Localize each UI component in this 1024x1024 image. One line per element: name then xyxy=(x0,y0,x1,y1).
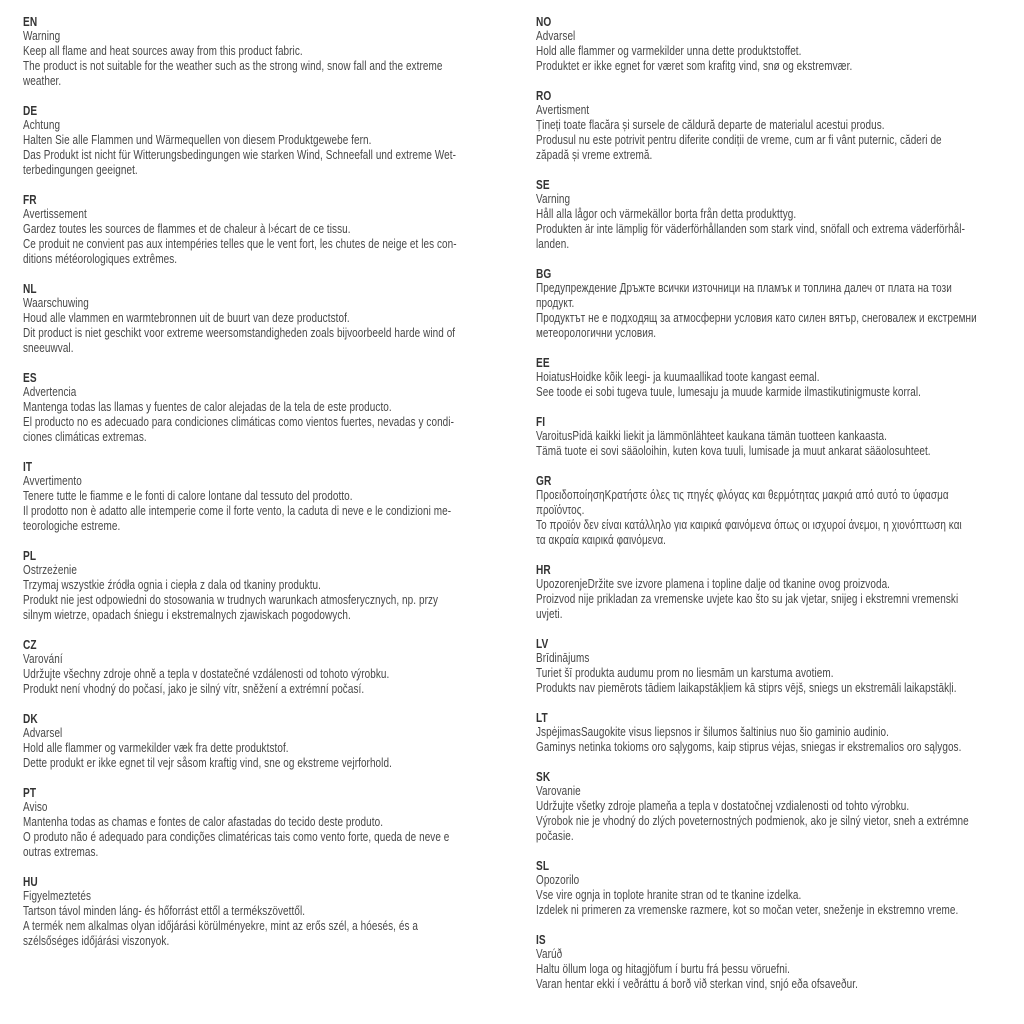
warning-text-line: Tartson távol minden láng- és hőforrást ettől a termékszövettől. xyxy=(23,904,306,918)
warning-text-line: ciones climáticas extremas. xyxy=(23,430,147,444)
warning-text-line: UpozorenjeDržite sve izvore plamena i topline dalje od tkanine ovog proizvoda. xyxy=(536,577,891,591)
language-code: EE xyxy=(536,355,550,370)
warning-text-line: El producto no es adecuado para condiciones climáticas como vientos fuertes, nevadas y condi- xyxy=(23,415,454,429)
warning-text-line: Hold alle flammer og varmekilder væk fra dette produktstof. xyxy=(23,741,289,755)
warning-text-line: Gardez toutes les sources de flammes et de chaleur à l›écart de ce tissu. xyxy=(23,222,351,236)
warning-text-line: Mantenga todas las llamas y fuentes de calor alejadas de la tela de este producto. xyxy=(23,400,392,414)
warning-text-line: Trzymaj wszystkie źródła ognia i ciepła z dala od tkaniny produktu. xyxy=(23,578,322,592)
warning-text-line: Opozorilo xyxy=(536,873,580,887)
language-code: IS xyxy=(536,932,546,947)
warning-text-line: Ce produit ne convient pas aux intempéries telles que le vent fort, les chutes de neige et les con- xyxy=(23,237,457,251)
warning-text-line: Produsul nu este potrivit pentru diferite condiții de vreme, cum ar fi vânt puternic, căderi de xyxy=(536,133,942,147)
language-code: GR xyxy=(536,473,552,488)
language-code: DE xyxy=(23,103,38,118)
language-code: ES xyxy=(23,370,37,385)
language-code: HU xyxy=(23,874,38,889)
language-section-se xyxy=(536,177,1024,252)
warning-text-line: terbedingungen geeignet. xyxy=(23,163,138,177)
warning-text-line: Tämä tuote ei sovi sääoloihin, kuten kova tuuli, lumisade ja muut ankarat sääolosuhteet. xyxy=(536,444,931,458)
warning-text-line: Keep all flame and heat sources away from this product fabric. xyxy=(23,44,303,58)
warning-text-line: Waarschuwing xyxy=(23,296,89,310)
warning-text-line: Varúð xyxy=(536,947,563,961)
language-code: SL xyxy=(536,858,550,873)
warning-text-line: Varování xyxy=(23,652,63,666)
warning-text-line: Figyelmeztetés xyxy=(23,889,92,903)
language-code: LT xyxy=(536,710,548,725)
language-section-bg xyxy=(536,266,1024,341)
warning-text-line: landen. xyxy=(536,237,570,251)
warning-column-left xyxy=(23,14,517,963)
language-section-fi xyxy=(536,414,1024,459)
warning-text-line: Το προϊόν δεν είναι κατάλληλο για καιρικά φαινόμενα όπως οι ισχυροί άνεμοι, η χιονόπτωση και xyxy=(536,518,962,532)
warning-column-right xyxy=(536,14,1024,1006)
warning-text-line: A termék nem alkalmas olyan időjárási körülményekre, mint az erős szél, a hóesés, és a xyxy=(23,919,418,933)
language-code: IT xyxy=(23,459,33,474)
warning-text-line: Varan hentar ekki í veðráttu á borð við sterkan vind, snjó eða ofsaveður. xyxy=(536,977,858,991)
warning-text-line: Izdelek ni primeren za vremenske razmere, kot so močan veter, sneženje in ekstremno vreme. xyxy=(536,903,959,917)
warning-text-line: метеорологични условия. xyxy=(536,326,657,340)
language-section-nl xyxy=(23,281,517,356)
warning-text-line: Advarsel xyxy=(536,29,576,43)
warning-text-line: Haltu öllum loga og hitagjöfum í burtu frá þessu vöruefni. xyxy=(536,962,791,976)
warning-text-line: silnym wietrze, opadach śniegu i ekstremalnych zjawiskach pogodowych. xyxy=(23,608,351,622)
language-section-dk xyxy=(23,711,517,771)
language-section-no xyxy=(536,14,1024,74)
warning-text-line: Vse vire ognja in toplote hranite stran od te tkanine izdelka. xyxy=(536,888,802,902)
warning-text-line: Предупреждение Дръжте всички източници на пламък и топлина далеч от плата на този xyxy=(536,281,952,295)
warning-text-line: Avertisment xyxy=(536,103,590,117)
language-section-it xyxy=(23,459,517,534)
language-code: FR xyxy=(23,192,37,207)
language-section-hu xyxy=(23,874,517,949)
language-code: SE xyxy=(536,177,550,192)
language-code: PT xyxy=(23,785,37,800)
language-section-lt xyxy=(536,710,1024,755)
warning-text-line: See toode ei sobi tugeva tuule, lumesaju ja muude karmide ilmastikutinigmuste korral. xyxy=(536,385,921,399)
language-section-sl xyxy=(536,858,1024,918)
warning-text-line: Il prodotto non è adatto alle intemperie come il forte vento, la caduta di neve e le condizioni me- xyxy=(23,504,452,518)
warning-text-line: uvjeti. xyxy=(536,607,563,621)
warning-text-line: Warning xyxy=(23,29,61,43)
language-code: RO xyxy=(536,88,552,103)
warning-text-line: Udržujte všechny zdroje ohně a tepla v dostatečné vzdálenosti od tohoto výrobku. xyxy=(23,667,390,681)
warning-text-line: продукт. xyxy=(536,296,575,310)
warning-text-line: Achtung xyxy=(23,118,61,132)
warning-text-line: teorologiche estreme. xyxy=(23,519,121,533)
warning-text-line: Varning xyxy=(536,192,571,206)
warning-text-line: outras extremas. xyxy=(23,845,99,859)
warning-text-line: O produto não é adequado para condições climatéricas tais como vento forte, queda de neve e xyxy=(23,830,450,844)
language-section-en xyxy=(23,14,517,89)
language-code: NO xyxy=(536,14,552,29)
warning-text-line: Ostrzeżenie xyxy=(23,563,77,577)
warning-text-line: Advertencia xyxy=(23,385,77,399)
warning-text-line: Mantenha todas as chamas e fontes de calor afastadas do tecido deste produto. xyxy=(23,815,384,829)
language-code: SK xyxy=(536,769,551,784)
language-section-cz xyxy=(23,637,517,697)
warning-text-line: zăpadă și vreme extremă. xyxy=(536,148,653,162)
language-section-gr xyxy=(536,473,1024,548)
warning-text-line: Avvertimento xyxy=(23,474,82,488)
language-code: LV xyxy=(536,636,549,651)
language-code: BG xyxy=(536,266,552,281)
warning-text-line: počasie. xyxy=(536,829,574,843)
warning-text-line: Produkts nav piemērots tādiem laikapstākļiem kā stiprs vējš, sniegs un ekstremāli laikapstākļi. xyxy=(536,681,957,695)
warning-text-line: Výrobok nie je vhodný do zlých poveternostných podmienok, ako je silný vietor, sneh a extrémne xyxy=(536,814,969,828)
language-code: DK xyxy=(23,711,38,726)
warning-text-line: Turiet šī produkta audumu prom no liesmām un karstuma avotiem. xyxy=(536,666,834,680)
warning-text-line: Varovanie xyxy=(536,784,581,798)
warning-text-line: VaroitusPidä kaikki liekit ja lämmönlähteet kaukana tämän tuotteen kankaasta. xyxy=(536,429,887,443)
warning-text-line: Houd alle vlammen en warmtebronnen uit de buurt van deze productstof. xyxy=(23,311,350,325)
warning-text-line: Tenere tutte le fiamme e le fonti di calore lontane dal tessuto del prodotto. xyxy=(23,489,353,503)
warning-text-line: Dit product is niet geschikt voor extreme weersomstandigheden zoals bijvoorbeeld harde wind of xyxy=(23,326,456,340)
language-section-es xyxy=(23,370,517,445)
warning-text-line: Udržujte všetky zdroje plameňa a tepla v dostatočnej vzdialenosti od tohto výrobku. xyxy=(536,799,910,813)
language-code: PL xyxy=(23,548,37,563)
warning-text-line: sneeuwval. xyxy=(23,341,74,355)
warning-text-line: Proizvod nije prikladan za vremenske uvjete kao što su jak vjetar, snijeg i ekstremni vremenski xyxy=(536,592,959,606)
warning-text-line: szélsőséges időjárási viszonyok. xyxy=(23,934,170,948)
warning-text-line: Produkten är inte lämplig för väderförhållanden som stark vind, snöfall och extrema väderförhål- xyxy=(536,222,965,236)
warning-text-line: Advarsel xyxy=(23,726,63,740)
warning-text-line: Produktet er ikke egnet for været som krafitg vind, snø og ekstremvær. xyxy=(536,59,853,73)
language-code: NL xyxy=(23,281,37,296)
language-code: FI xyxy=(536,414,546,429)
language-section-ro xyxy=(536,88,1024,163)
warning-text-line: Avertissement xyxy=(23,207,87,221)
language-section-ee xyxy=(536,355,1024,400)
warning-text-line: JspėjimasSaugokite visus liepsnos ir šilumos šaltinius nuo šio gaminio audinio. xyxy=(536,725,889,739)
language-section-lv xyxy=(536,636,1024,696)
language-code: HR xyxy=(536,562,551,577)
warning-text-line: Produkt nie jest odpowiedni do stosowania w trudnych warunkach atmosferycznych, np. przy xyxy=(23,593,439,607)
warning-text-line: Produkt není vhodný do počasí, jako je silný vítr, sněžení a extrémní počasí. xyxy=(23,682,365,696)
warning-text-line: Aviso xyxy=(23,800,48,814)
warning-text-line: ΠροειδοποίησηΚρατήστε όλες τις πηγές φλόγας και θερμότητας μακριά από αυτό το ύφασμα xyxy=(536,488,949,502)
warning-text-line: Halten Sie alle Flammen und Wärmequellen von diesem Produktgewebe fern. xyxy=(23,133,372,147)
language-code: CZ xyxy=(23,637,37,652)
language-section-is xyxy=(536,932,1024,992)
warning-text-line: τα ακραία καιρικά φαινόμενα. xyxy=(536,533,667,547)
language-section-pt xyxy=(23,785,517,860)
warning-text-line: προϊόντος. xyxy=(536,503,585,517)
warning-text-line: Gaminys netinka tokioms oro sąlygoms, kaip stiprus vėjas, sniegas ir ekstremalios oro sąlygos. xyxy=(536,740,962,754)
language-section-de xyxy=(23,103,517,178)
language-section-hr xyxy=(536,562,1024,622)
warning-text-line: Продуктът не е подходящ за атмосферни условия като силен вятър, снеговалеж и екстремни xyxy=(536,311,977,325)
warning-text-line: Dette produkt er ikke egnet til vejr såsom kraftig vind, sne og ekstreme vejrforhold. xyxy=(23,756,392,770)
language-code: EN xyxy=(23,14,38,29)
warning-text-line: Țineți toate flacăra și sursele de căldură departe de materialul acestui produs. xyxy=(536,118,885,132)
language-section-sk xyxy=(536,769,1024,844)
warning-text-line: weather. xyxy=(23,74,62,88)
warning-text-line: Hold alle flammer og varmekilder unna dette produktstoffet. xyxy=(536,44,802,58)
warning-text-line: The product is not suitable for the weather such as the strong wind, snow fall and the extreme xyxy=(23,59,443,73)
warning-text-line: HoiatusHoidke kõik leegi- ja kuumaallikad toote kangast eemal. xyxy=(536,370,820,384)
warning-text-line: Das Produkt ist nicht für Witterungsbedingungen wie starken Wind, Schneefall und extreme Wet- xyxy=(23,148,456,162)
warning-text-line: Håll alla lågor och värmekällor borta från detta produkttyg. xyxy=(536,207,797,221)
language-section-fr xyxy=(23,192,517,267)
warning-text-line: Brīdinājums xyxy=(536,651,590,665)
warning-text-line: ditions météorologiques extrêmes. xyxy=(23,252,178,266)
language-section-pl xyxy=(23,548,517,623)
